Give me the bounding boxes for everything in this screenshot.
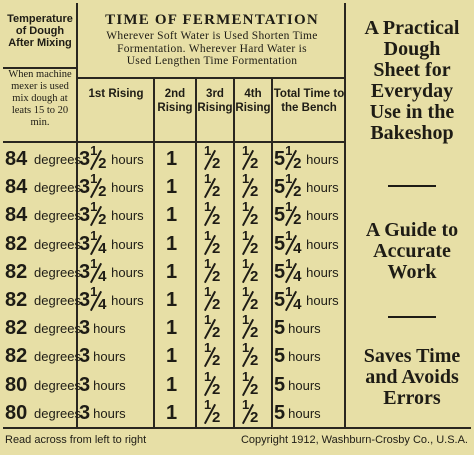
temperature-unit: degrees	[34, 321, 81, 337]
hours-whole: 3	[79, 289, 91, 311]
fraction-denominator: 2	[212, 267, 221, 285]
hours-unit: hours	[306, 264, 339, 280]
first-rising-value	[79, 143, 144, 172]
fraction-numerator: 1	[204, 312, 212, 328]
fraction-numerator: 1	[242, 171, 250, 187]
fraction-denominator: 2	[250, 183, 259, 201]
first-rising-value	[79, 199, 144, 229]
side-panel-intro	[352, 18, 472, 144]
fraction-denominator: 2	[212, 183, 221, 201]
third-rising-value	[204, 227, 222, 257]
fraction-numerator: 1	[90, 284, 98, 299]
first-rising-value	[79, 171, 144, 201]
fraction-denominator: 2	[250, 352, 259, 370]
third-rising-value	[204, 340, 222, 370]
table-row	[3, 312, 345, 342]
hours-unit: hours	[111, 180, 144, 196]
footer-instruction: Read across from left to right	[5, 434, 147, 446]
fraction	[285, 284, 303, 313]
fraction	[242, 227, 260, 257]
fraction	[204, 227, 222, 257]
hours-whole: 5	[274, 260, 286, 283]
side-panel-line: Dough	[383, 38, 441, 60]
second-rising-value: 1	[166, 204, 178, 227]
fraction-denominator: 4	[293, 239, 302, 257]
second-rising-value: 1	[166, 401, 178, 424]
side-panel-line: Sheet for	[373, 59, 451, 81]
fraction-numerator: 1	[90, 199, 98, 215]
fraction	[204, 396, 222, 426]
fraction-numerator: 1	[285, 284, 293, 299]
fraction-numerator: 1	[242, 143, 250, 158]
fraction-numerator: 1	[242, 255, 250, 271]
column-header-total-time: Total Time to the Bench	[273, 88, 345, 114]
column-header-1st-rising: 1st Rising	[88, 88, 144, 100]
second-rising-value: 1	[166, 345, 178, 368]
side-panel-line: Use in the	[369, 101, 455, 123]
fraction-denominator: 2	[250, 408, 259, 426]
fourth-rising-value	[242, 396, 260, 426]
side-panel-line: Accurate	[373, 240, 451, 262]
column-header-4th-rising: 4th Rising	[235, 88, 271, 114]
hours-whole: 3	[79, 204, 91, 227]
fraction-denominator: 4	[293, 296, 302, 313]
fraction-numerator: 1	[242, 396, 250, 412]
fraction-numerator: 1	[90, 171, 98, 187]
third-rising-value	[204, 368, 222, 398]
fraction-denominator: 2	[98, 155, 107, 172]
side-panel-rule	[388, 316, 436, 318]
table-title: TIME OF FERMENTATION	[105, 12, 319, 28]
side-panel-line: Work	[387, 261, 437, 283]
fraction-numerator: 1	[204, 199, 212, 215]
temperature-value: 80	[5, 401, 28, 424]
total-time-value	[274, 227, 339, 257]
fourth-rising-value	[242, 199, 260, 229]
third-rising-value	[204, 199, 222, 229]
first-rising-value	[79, 343, 126, 369]
fraction-numerator: 1	[204, 396, 212, 412]
first-rising-value	[79, 315, 126, 341]
third-rising-value	[204, 396, 222, 426]
fraction	[90, 199, 108, 229]
fraction-numerator: 1	[204, 227, 212, 243]
total-time-value	[274, 171, 339, 201]
fraction-numerator: 1	[204, 171, 212, 187]
fourth-rising-value	[242, 312, 260, 342]
fraction-denominator: 2	[250, 239, 259, 257]
footer-copyright: Copyright 1912, Washburn-Crosby Co., U.S.A.	[240, 434, 468, 446]
hours-unit: hours	[93, 377, 126, 393]
side-panel-line: Saves Time	[363, 345, 461, 367]
fraction	[285, 255, 303, 285]
fraction	[285, 143, 303, 172]
total-time-value	[274, 255, 339, 285]
fraction-denominator: 4	[293, 267, 302, 285]
third-rising-value	[204, 143, 222, 172]
fraction-denominator: 2	[250, 211, 259, 229]
fraction	[90, 284, 108, 313]
table-row	[3, 255, 345, 285]
first-rising-value	[79, 400, 126, 426]
hours-unit: hours	[306, 152, 339, 167]
fraction-numerator: 1	[285, 171, 293, 187]
hours-unit: hours	[288, 377, 321, 393]
temperature-value: 82	[5, 317, 28, 340]
total-time-value	[274, 343, 321, 369]
fraction	[204, 340, 222, 370]
hours-whole: 5	[274, 148, 286, 170]
fraction	[90, 143, 108, 172]
second-rising-value: 1	[166, 317, 178, 340]
fraction-denominator: 2	[250, 324, 259, 342]
hours-whole: 3	[79, 148, 91, 170]
hours-whole: 3	[79, 232, 91, 255]
table-row	[3, 284, 345, 313]
fraction	[204, 199, 222, 229]
first-rising-value	[79, 284, 144, 313]
fraction-numerator: 1	[204, 368, 212, 384]
side-panel-line: and Avoids	[365, 366, 459, 388]
fraction-numerator: 1	[204, 340, 212, 356]
fraction-denominator: 2	[293, 211, 302, 229]
temperature-value: 84	[5, 176, 28, 199]
hours-whole: 3	[79, 373, 91, 396]
table-row	[3, 171, 345, 201]
table-row	[3, 340, 345, 370]
fraction-numerator: 1	[242, 312, 250, 328]
fraction	[242, 284, 260, 313]
water-note	[79, 30, 345, 68]
fraction	[285, 227, 303, 257]
fraction	[204, 171, 222, 201]
hours-unit: hours	[111, 152, 144, 167]
fraction-denominator: 2	[250, 380, 259, 398]
fraction-denominator: 4	[98, 239, 107, 257]
hours-whole: 5	[274, 232, 286, 255]
first-rising-value	[79, 227, 144, 257]
hours-whole: 5	[274, 204, 286, 227]
hours-whole: 3	[79, 176, 91, 199]
hours-unit: hours	[288, 349, 321, 365]
side-panel-line: A Guide to	[365, 219, 459, 241]
first-rising-value	[79, 372, 126, 398]
column-header-3rd-rising: 3rd Rising	[197, 88, 233, 114]
fraction-numerator: 1	[204, 284, 212, 299]
hours-whole: 5	[274, 345, 286, 368]
third-rising-value	[204, 171, 222, 201]
fraction-numerator: 1	[285, 255, 293, 271]
fraction-denominator: 2	[250, 155, 259, 172]
hours-unit: hours	[288, 405, 321, 421]
side-panel-line: Everyday	[370, 80, 454, 102]
temperature-value: 82	[5, 345, 28, 368]
total-time-value	[274, 199, 339, 229]
fraction	[90, 227, 108, 257]
hours-unit: hours	[93, 321, 126, 337]
fourth-rising-value	[242, 227, 260, 257]
footer-rule	[3, 427, 471, 429]
mixer-note: When machine mexer is used mix dough at leats 15 to 20 min.	[8, 69, 72, 128]
fraction	[242, 143, 260, 172]
fraction	[204, 255, 222, 285]
fraction	[242, 368, 260, 398]
second-rising-value: 1	[166, 260, 178, 283]
hours-whole: 3	[79, 260, 91, 283]
table-row	[3, 396, 345, 426]
fraction	[242, 396, 260, 426]
hours-whole: 5	[274, 317, 286, 340]
total-time-value	[274, 143, 339, 172]
side-panel-line: Errors	[383, 387, 441, 409]
second-rising-value: 1	[166, 148, 178, 170]
temperature-unit: degrees	[34, 349, 81, 365]
hours-whole: 3	[79, 345, 91, 368]
fraction	[285, 171, 303, 201]
grid-line	[76, 77, 344, 79]
fraction-denominator: 2	[98, 211, 107, 229]
fraction-denominator: 2	[212, 296, 221, 313]
fraction-denominator: 2	[212, 211, 221, 229]
fourth-rising-value	[242, 284, 260, 313]
total-time-value	[274, 315, 321, 341]
fraction	[285, 199, 303, 229]
total-time-value	[274, 400, 321, 426]
side-panel-guide	[352, 220, 472, 283]
second-rising-value: 1	[166, 232, 178, 255]
fraction	[242, 171, 260, 201]
fraction-denominator: 2	[212, 324, 221, 342]
fraction-denominator: 4	[98, 267, 107, 285]
temperature-unit: degrees	[34, 180, 81, 196]
hours-unit: hours	[306, 293, 339, 308]
hours-whole: 5	[274, 289, 286, 311]
fraction	[242, 199, 260, 229]
third-rising-value	[204, 284, 222, 313]
fraction-denominator: 2	[250, 267, 259, 285]
side-panel-rule	[388, 185, 436, 187]
fraction	[204, 143, 222, 172]
hours-whole: 5	[274, 176, 286, 199]
table-row	[3, 227, 345, 257]
fraction-denominator: 2	[293, 155, 302, 172]
fraction-numerator: 1	[204, 143, 212, 158]
temperature-column-header: Temperature of Dough After Mixing	[7, 13, 73, 49]
third-rising-value	[204, 255, 222, 285]
side-panel-benefits	[352, 346, 472, 409]
hours-unit: hours	[93, 349, 126, 365]
fraction-numerator: 1	[242, 368, 250, 384]
fraction-denominator: 2	[212, 408, 221, 426]
fourth-rising-value	[242, 340, 260, 370]
second-rising-value: 1	[166, 176, 178, 199]
fourth-rising-value	[242, 368, 260, 398]
hours-unit: hours	[306, 208, 339, 224]
temperature-unit: degrees	[34, 377, 81, 393]
total-time-value	[274, 284, 339, 313]
hours-unit: hours	[288, 321, 321, 337]
temperature-value: 84	[5, 148, 28, 170]
temperature-value: 80	[5, 373, 28, 396]
first-rising-value	[79, 255, 144, 285]
fraction-denominator: 2	[212, 380, 221, 398]
third-rising-value	[204, 312, 222, 342]
side-panel-line: Bakeshop	[370, 122, 454, 144]
fraction-numerator: 1	[285, 143, 293, 158]
temperature-unit: degrees	[34, 405, 81, 421]
fourth-rising-value	[242, 143, 260, 172]
fraction-denominator: 2	[212, 352, 221, 370]
hours-unit: hours	[306, 236, 339, 252]
temperature-value: 82	[5, 289, 28, 311]
water-note-line: Wherever Soft Water is Used Shorten Time	[106, 30, 318, 42]
temperature-value: 82	[5, 232, 28, 255]
side-panel-line: A Practical	[364, 17, 460, 39]
hours-unit: hours	[111, 293, 144, 308]
fraction	[204, 284, 222, 313]
fraction-numerator: 1	[242, 199, 250, 215]
fraction-numerator: 1	[204, 255, 212, 271]
fraction-numerator: 1	[285, 199, 293, 215]
grid-line	[3, 141, 345, 143]
temperature-unit: degrees	[34, 152, 81, 167]
fourth-rising-value	[242, 171, 260, 201]
fraction	[242, 312, 260, 342]
temperature-unit: degrees	[34, 236, 81, 252]
hours-whole: 3	[79, 401, 91, 424]
total-time-value	[274, 372, 321, 398]
temperature-value: 82	[5, 260, 28, 283]
hours-unit: hours	[111, 236, 144, 252]
fraction-numerator: 1	[90, 227, 98, 243]
water-note-line: Formentation. Wherever Hard Water is	[117, 42, 307, 55]
temperature-value: 84	[5, 204, 28, 227]
fraction-denominator: 2	[98, 183, 107, 201]
fraction-numerator: 1	[242, 227, 250, 243]
second-rising-value: 1	[166, 289, 178, 311]
fraction-denominator: 2	[212, 239, 221, 257]
fraction-numerator: 1	[242, 340, 250, 356]
fraction-numerator: 1	[90, 255, 98, 271]
fermentation-table	[3, 3, 345, 427]
temperature-unit: degrees	[34, 293, 81, 308]
fraction-denominator: 2	[293, 183, 302, 201]
table-row	[3, 143, 345, 172]
fraction-numerator: 1	[242, 284, 250, 299]
fraction-denominator: 2	[212, 155, 221, 172]
hours-whole: 5	[274, 401, 286, 424]
fraction	[242, 255, 260, 285]
fraction-denominator: 2	[250, 296, 259, 313]
column-header-2nd-rising: 2nd Rising	[157, 88, 193, 114]
fraction-denominator: 4	[98, 296, 107, 313]
table-row	[3, 368, 345, 398]
fraction	[204, 368, 222, 398]
fraction	[90, 171, 108, 201]
fraction	[242, 340, 260, 370]
hours-unit: hours	[306, 180, 339, 196]
hours-whole: 3	[79, 317, 91, 340]
fraction-numerator: 1	[90, 143, 98, 158]
fraction	[204, 312, 222, 342]
water-note-line: Used Lengthen Time Formentation	[126, 55, 298, 67]
hours-unit: hours	[93, 405, 126, 421]
hours-unit: hours	[111, 208, 144, 224]
temperature-unit: degrees	[34, 264, 81, 280]
hours-whole: 5	[274, 373, 286, 396]
second-rising-value: 1	[166, 373, 178, 396]
hours-unit: hours	[111, 264, 144, 280]
fraction	[90, 255, 108, 285]
fraction-numerator: 1	[285, 227, 293, 243]
temperature-unit: degrees	[34, 208, 81, 224]
fourth-rising-value	[242, 255, 260, 285]
table-row	[3, 199, 345, 229]
